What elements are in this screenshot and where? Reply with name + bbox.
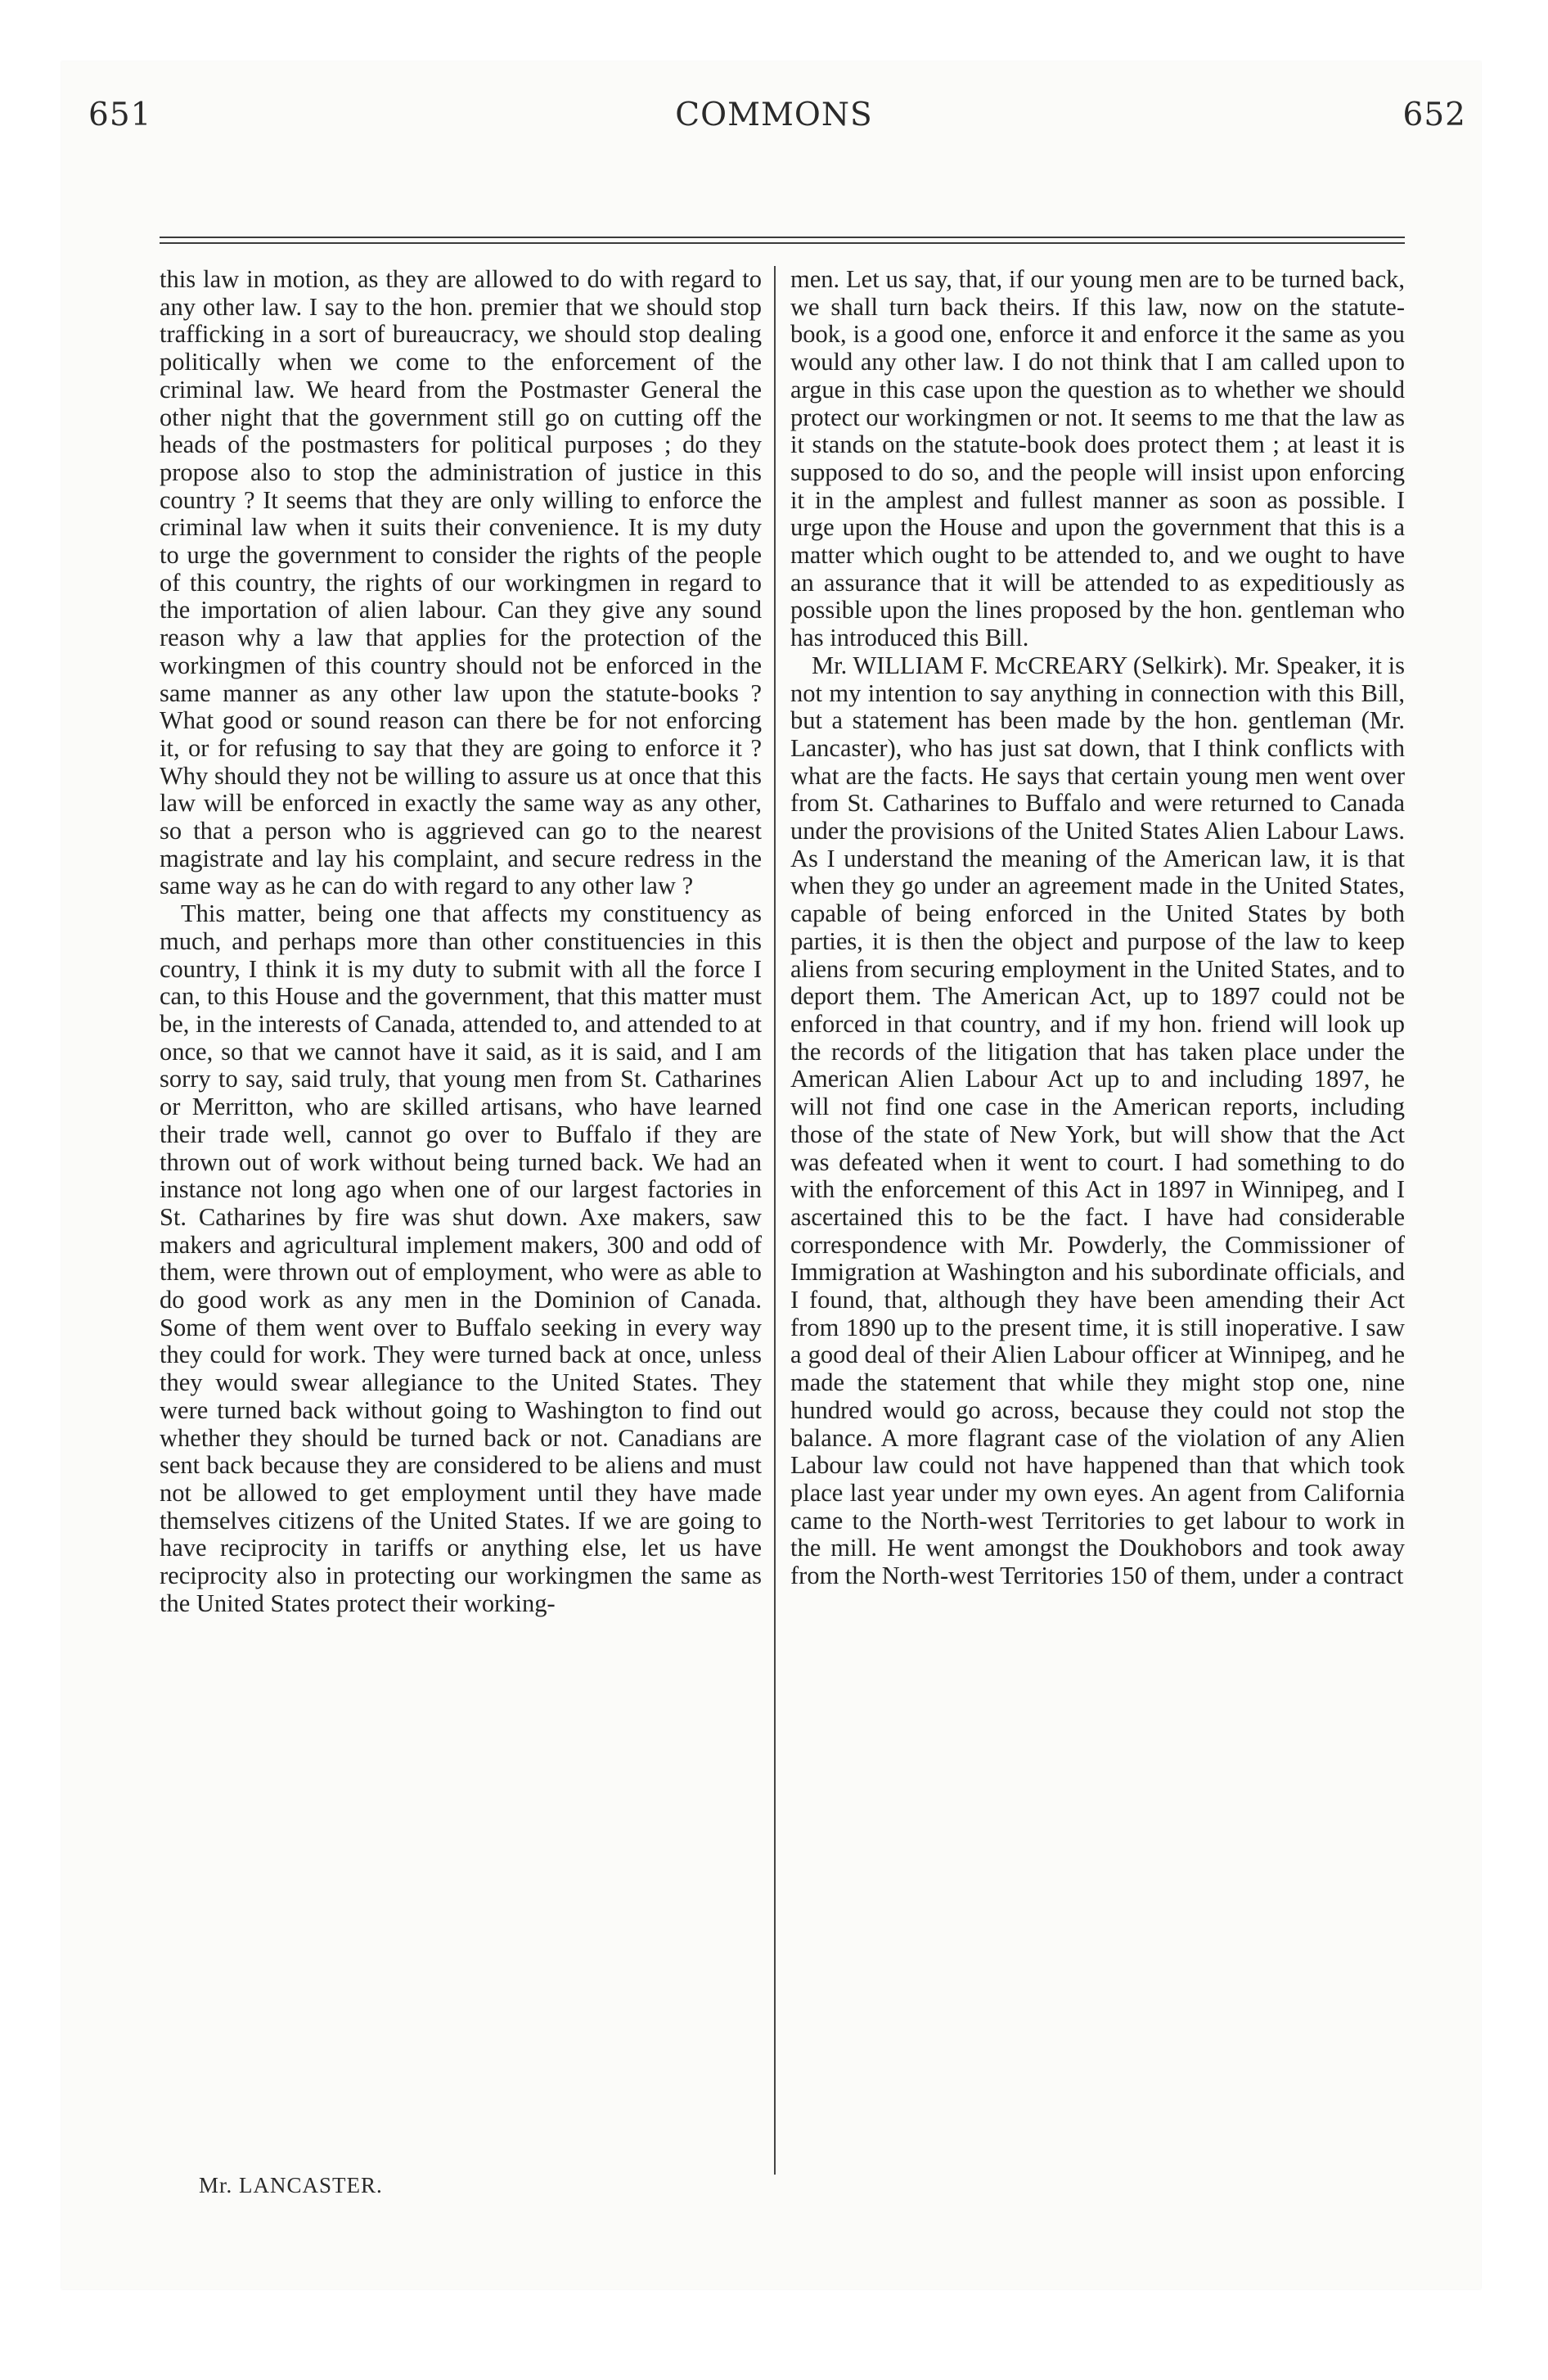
right-column xyxy=(790,266,1405,1590)
right-paragraph-2: Mr. WILLIAM F. McCREARY (Selkirk). Mr. Speaker, it is not my intention to say anything in connection with this Bill, but a statement has been made by the hon. gentleman (Mr. Lancaster), who has just sat down, that I think conflicts with what are the facts. He says that certain young men went over from St. Catharines to Buffalo and were returned to Canada under the provisions of the United States Alien Labour Laws. As I understand the meaning of the American law, it is that when they go under an agreement made in the United States, capable of being enforced in the United States by both parties, it is then the object and purpose of the law to keep aliens from securing employment in the United States, and to deport them. The American Act, up to 1897 could not be enforced in that country, and if my hon. friend will look up the records of the litigation that has taken place under the American Alien Labour Act up to and including 1897, he will not find one case in the American reports, including those of the state of New York, but will show that the Act was defeated when it went to court. I had something to do with the enforcement of this Act in 1897 in Winnipeg, and I ascertained this to be the fact. I have had considerable correspondence with Mr. Powderly, the Commissioner of Immigration at Washington and his subordinate officials, and I found, that, although they have been amending their Act from 1890 up to the present time, it is still inoperative. I saw a good deal of their Alien Labour officer at Winnipeg, and he made the statement that while they might stop one, nine hundred would go across, because they could not stop the balance. A more flagrant case of the violation of any Alien Labour law could not have happened than that which took place last year under my own eyes. An agent from California came to the North-west Territories to get labour to work in the mill. He went amongst the Doukhobors and took away from the North-west Territories 150 of them, under a contract xyxy=(790,651,1405,1590)
left-paragraph-2: This matter, being one that affects my constituency as much, and perhaps more than other constituencies in this country, I think it is my duty to submit with all the force I can, to this House and the government, that this matter must be, in the interests of Canada, attended to, and attended to at once, so that we cannot have it said, as it is said, and I am sorry to say, said truly, that young men from St. Catharines or Merritton, who are skilled artisans, who have learned their trade well, cannot go over to Buffalo if they are thrown out of work without being turned back. We had an instance not long ago when one of our largest factories in St. Catharines by fire was shut down. Axe makers, saw makers and agricultural implement makers, 300 and odd of them, were thrown out of employment, who were as able to do good work as any men in the Dominion of Canada. Some of them went over to Buffalo seeking in every way they could for work. They were turned back at once, unless they would swear allegiance to the United States. They were turned back without going to Washington to find out whether they should be turned back or not. Canadians are sent back because they are considered to be aliens and must not be allowed to get employment until they have made themselves citizens of the United States. If we are going to have reciprocity in tariffs or anything else, let us have reciprocity also in protecting our workingmen the same as the United States protect their working- xyxy=(160,899,762,1617)
running-title: COMMONS xyxy=(675,97,873,133)
column-divider xyxy=(774,266,776,2175)
speaker-footer: Mr. LANCASTER. xyxy=(199,2173,383,2197)
left-column xyxy=(160,266,762,1617)
right-paragraph-1: men. Let us say, that, if our young men are to be turned back, we shall turn back theirs. If this law, now on the statute-book, is a good one, enforce it and enforce it the same as you would any other law. I do not think that I am called upon to argue in this case upon the question as to whether we should protect our workingmen or not. It seems to me that the law as it stands on the statute-book does protect them ; at least it is supposed to do so, and the people will insist upon enforcing it in the amplest and fullest manner as soon as possible. I urge upon the House and upon the government that this is a matter which ought to be attended to, and we ought to have an assurance that it will be attended to as expeditiously as possible upon the lines proposed by the hon. gentleman who has introduced this Bill. xyxy=(790,265,1405,652)
right-page-number: 652 xyxy=(1402,97,1466,133)
left-paragraph-1: this law in motion, as they are allowed to do with regard to any other law. I say to the hon. premier that we should stop trafficking in a sort of bureaucracy, we should stop dealing politically when we come to the enforcement of the criminal law. We heard from the Postmaster General the other night that the government still go on cutting off the heads of the postmasters for political purposes ; do they propose also to stop the administration of justice in this country ? It seems that they are only willing to enforce the criminal law when it suits their convenience. It is my duty to urge the government to consider the rights of the people of this country, the rights of our workingmen in regard to the importation of alien labour. Can they give any sound reason why a law that applies for the protection of the workingmen of this country should not be enforced in the same manner as any other law upon the statute-books ? What good or sound reason can there be for not enforcing it, or for refusing to say that they are going to enforce it ? Why should they not be willing to assure us at once that this law will be enforced in exactly the same way as any other, so that a person who is aggrieved can go to the nearest magistrate and lay his complaint, and secure redress in the same way as he can do with regard to any other law ? xyxy=(160,265,762,900)
left-page-number: 651 xyxy=(88,97,152,133)
header-rule-bottom xyxy=(160,242,1405,244)
header-rule-top xyxy=(160,237,1405,238)
